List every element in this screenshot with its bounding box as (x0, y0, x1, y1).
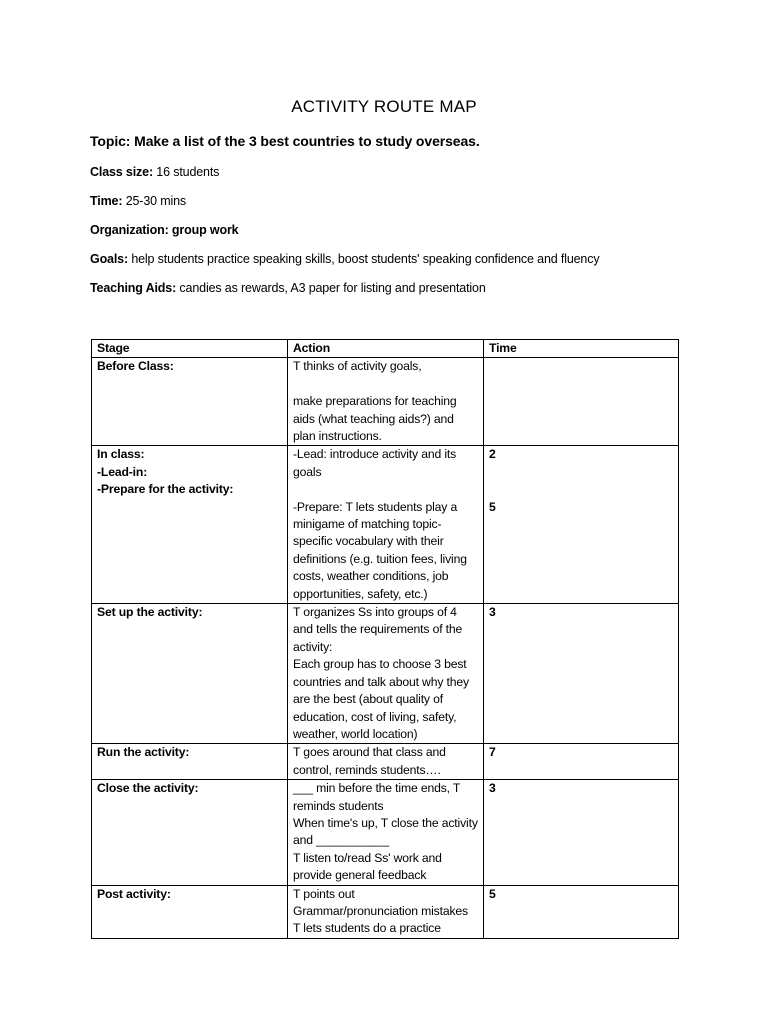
topic-value: Make a list of the 3 best countries to study overseas. (130, 133, 480, 149)
action-text: make preparations for teaching aids (what teaching aids?) and plan instructions. (293, 394, 457, 444)
time-cell (484, 358, 679, 446)
table-row (92, 358, 679, 446)
time-value: 3 (489, 781, 496, 796)
time-label: Time: (90, 194, 123, 208)
header-time: Time (484, 340, 679, 358)
action-cell (288, 604, 484, 744)
stage-label: -Lead-in: (97, 464, 148, 479)
stage-label: Before Class: (97, 359, 174, 374)
stage-label: -Prepare for the activity: (97, 482, 234, 497)
time-line (90, 194, 186, 208)
action-text: T lets students do a practice (293, 921, 441, 936)
action-cell (288, 885, 484, 938)
stage-cell (92, 885, 288, 938)
stage-label: Set up the activity: (97, 605, 203, 620)
teaching-aids-label: Teaching Aids: (90, 281, 177, 295)
stage-cell (92, 604, 288, 744)
class-size-value: 16 students (152, 165, 220, 179)
goals-value: help students practice speaking skills, boost students' speaking confidence and fluency (128, 252, 600, 266)
action-text: Each group has to choose 3 best countries and talk about why they are the best (about quality of education, cost of living, safety, weather, world location) (293, 657, 469, 741)
action-cell (288, 744, 484, 780)
stage-cell (92, 358, 288, 446)
action-text: T thinks of activity goals, (293, 359, 422, 374)
organization-label: Organization: (90, 223, 169, 237)
table-row (92, 446, 679, 604)
organization-value: group work (168, 223, 239, 237)
stage-label: In class: (97, 447, 145, 462)
time-cell (484, 744, 679, 780)
time-cell (484, 885, 679, 938)
topic-line (90, 133, 480, 149)
spacer (293, 481, 478, 498)
header-stage: Stage (92, 340, 288, 358)
action-text: When time's up, T close the activity and ___________ (293, 815, 478, 848)
time-value: 2 (489, 447, 496, 462)
table-header-row (92, 340, 679, 358)
time-value: 25-30 mins (122, 194, 187, 208)
header-action: Action (288, 340, 484, 358)
teaching-aids-value: candies as rewards, A3 paper for listing and presentation (176, 281, 486, 295)
activity-route-table (91, 339, 679, 939)
action-cell (288, 358, 484, 446)
action-text: T listen to/read Ss' work and provide general feedback (293, 850, 442, 883)
action-text: T goes around that class and control, reminds students…. (293, 745, 446, 777)
stage-cell (92, 744, 288, 780)
goals-line (90, 252, 599, 266)
action-text: ___ min before the time ends, T reminds students (293, 781, 460, 813)
time-value: 7 (489, 745, 496, 760)
class-size-label: Class size: (90, 165, 153, 179)
topic-label: Topic: (90, 133, 131, 149)
stage-label: Post activity: (97, 886, 171, 901)
table-row (92, 744, 679, 780)
time-value: 3 (489, 605, 496, 620)
time-value: 5 (489, 886, 496, 901)
time-cell (484, 780, 679, 885)
class-size-line (90, 165, 219, 179)
goals-label: Goals: (90, 252, 128, 266)
action-text: T points out Grammar/pronunciation mistakes (293, 886, 468, 918)
action-text: -Lead: introduce activity and its goals (293, 447, 457, 479)
stage-label: Run the activity: (97, 745, 190, 760)
time-cell (484, 446, 679, 604)
stage-label: Close the activity: (97, 781, 199, 796)
table-row (92, 885, 679, 938)
table-row (92, 780, 679, 885)
time-value: 5 (489, 499, 496, 514)
action-cell (288, 446, 484, 604)
document-title: ACTIVITY ROUTE MAP (291, 97, 477, 116)
teaching-aids-line (90, 281, 486, 295)
stage-cell (92, 446, 288, 604)
table-row (92, 604, 679, 744)
action-text: -Prepare: T lets students play a minigame of matching topic-specific vocabulary with their definitions (e.g. tuition fees, living costs, weather conditions, job opportunities, safety, etc.) (293, 499, 467, 601)
spacer (293, 376, 478, 393)
organization-line (90, 223, 239, 237)
action-cell (288, 780, 484, 885)
time-cell (484, 604, 679, 744)
action-text: T organizes Ss into groups of 4 and tells the requirements of the activity: (293, 605, 463, 654)
stage-cell (92, 780, 288, 885)
